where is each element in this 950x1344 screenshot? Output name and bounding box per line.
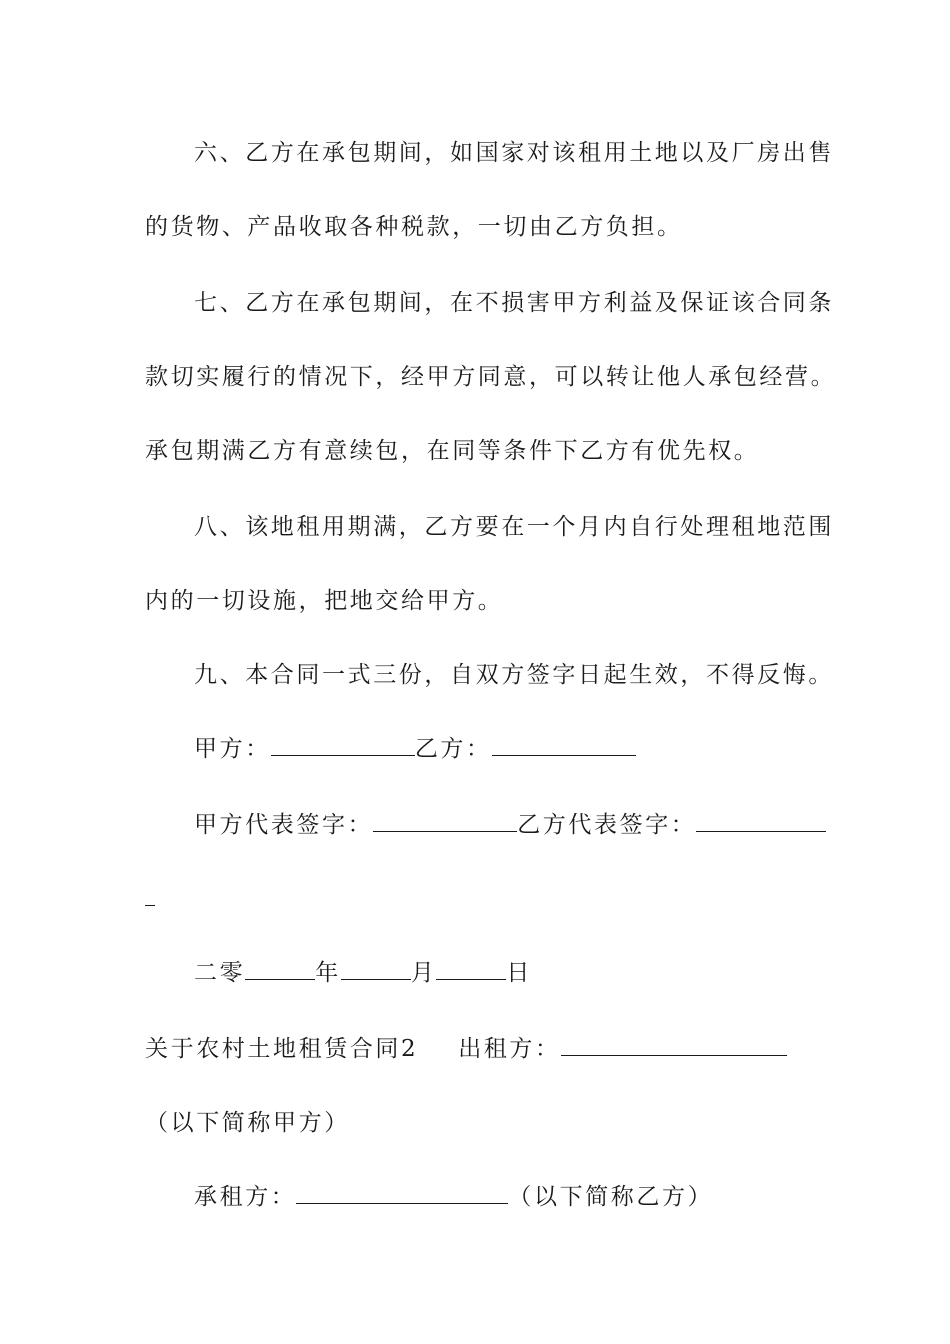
clause-6-line-2: 的货物、产品收取各种税款，一切由乙方负担。 (145, 214, 683, 240)
clause-8-line-2: 内的一切设施，把地交给甲方。 (145, 588, 504, 614)
clause-7-line-2: 款切实履行的情况下，经甲方同意，可以转让他人承包经营。 (145, 364, 837, 390)
lessee-label: 承租方： (194, 1184, 297, 1210)
lessee-blank (296, 1183, 508, 1204)
party-signature-line (194, 734, 864, 764)
clause-7-line-1: 七、乙方在承包期间，在不损害甲方利益及保证该合同条 (194, 290, 834, 316)
clause-6-line-1: 六、乙方在承包期间，如国家对该租用土地以及厂房出售 (194, 140, 834, 166)
clause-8-line-1: 八、该地租用期满，乙方要在一个月内自行处理租地范围 (194, 514, 834, 540)
rep-a-blank (373, 811, 517, 832)
date-line (194, 958, 864, 988)
rep-b-blank (696, 811, 826, 832)
representative-signature-line (194, 810, 864, 840)
day-blank (436, 959, 506, 980)
month-label: 月 (410, 960, 437, 986)
abbrev-a-line: （以下简称甲方） (145, 1110, 350, 1136)
rep-b-label: 乙方代表签字： (517, 812, 697, 838)
lessor-blank (561, 1035, 787, 1056)
year-label: 年 (315, 960, 341, 986)
year-blank (245, 959, 315, 980)
abbrev-b: （以下简称乙方） (508, 1184, 714, 1210)
rep-a-label: 甲方代表签字： (194, 812, 374, 838)
contract-2-title: 关于农村土地租赁合同2 (145, 1036, 419, 1062)
party-b-label: 乙方： (414, 736, 492, 762)
rep-b-blank-overflow (145, 884, 815, 914)
contract-2-header-line (145, 1034, 815, 1064)
party-a-blank (271, 735, 415, 756)
month-blank (341, 959, 411, 980)
clause-9-line-1: 九、本合同一式三份，自双方签字日起生效，不得反悔。 (194, 662, 834, 688)
rep-b-blank-tail (145, 885, 155, 906)
party-a-label: 甲方： (194, 736, 271, 762)
date-prefix: 二零 (194, 960, 246, 986)
lessor-label: 出租方： (458, 1036, 561, 1062)
lessee-line (194, 1182, 864, 1212)
day-label: 日 (506, 960, 533, 986)
party-b-blank (492, 735, 636, 756)
clause-7-line-3: 承包期满乙方有意续包，在同等条件下乙方有优先权。 (145, 438, 760, 464)
